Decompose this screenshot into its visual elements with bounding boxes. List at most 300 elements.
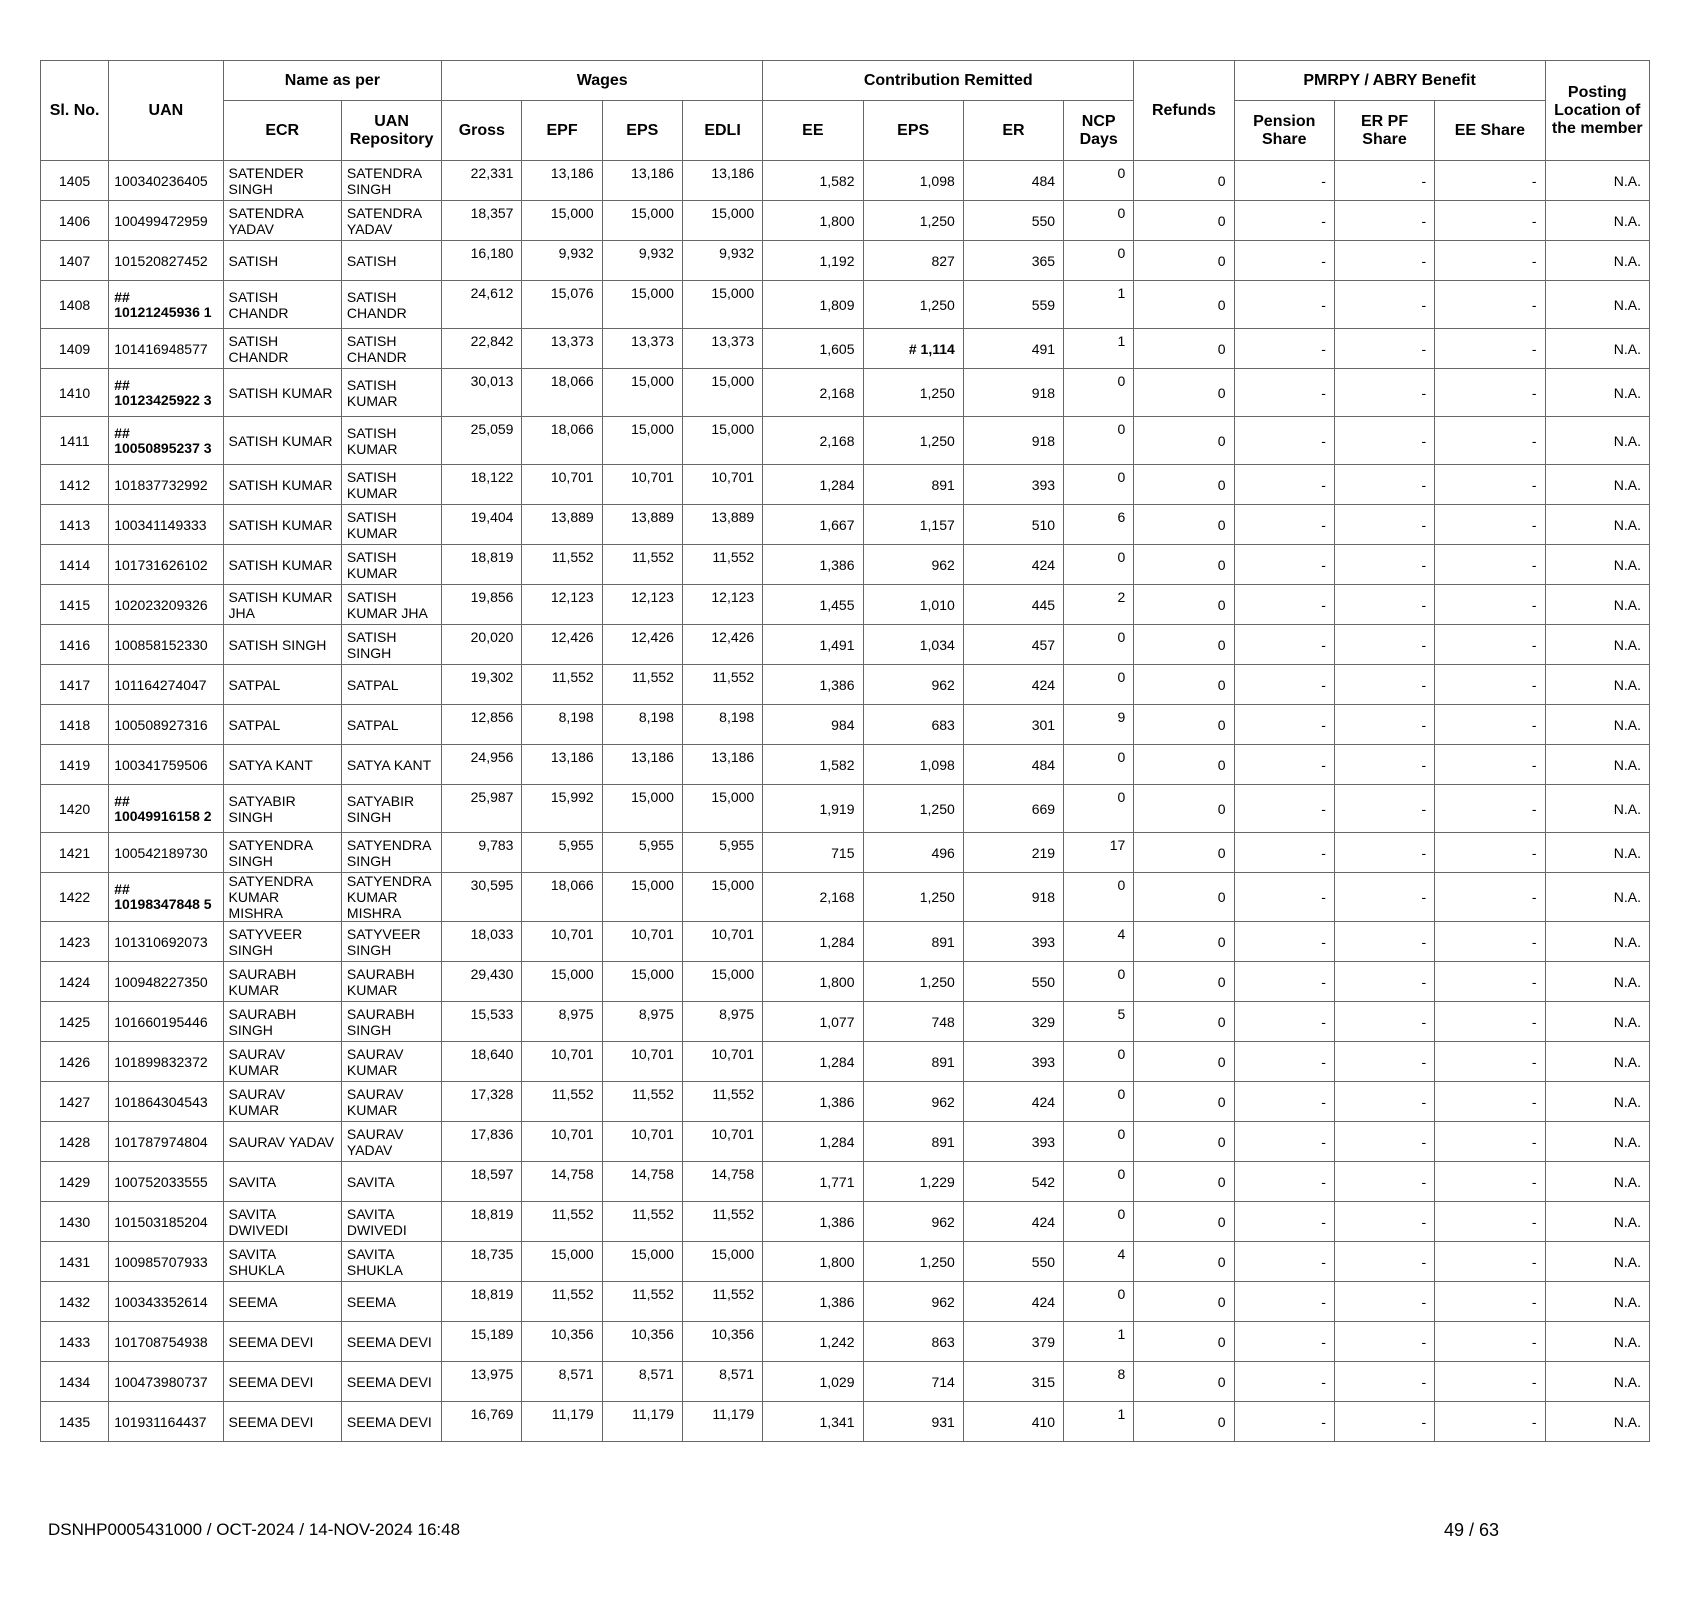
eps-contribution-cell: 891	[863, 922, 963, 962]
eps-wages-cell: 11,179	[602, 1402, 682, 1442]
ncp-days-cell: 0	[1064, 417, 1134, 465]
ee-contribution-cell: 984	[763, 705, 863, 745]
er-contribution-cell: 393	[963, 465, 1063, 505]
ee-contribution-cell: 1,800	[763, 962, 863, 1002]
edli-wages-cell: 14,758	[682, 1162, 762, 1202]
pension-share-cell: -	[1234, 1242, 1334, 1282]
gross-wages-cell: 25,059	[442, 417, 522, 465]
gross-wages-cell: 24,956	[442, 745, 522, 785]
repository-name-cell: SATENDRA SINGH	[341, 161, 441, 201]
pension-share-cell: -	[1234, 625, 1334, 665]
header-eps: EPS	[602, 101, 682, 161]
repository-name-cell: SAURAV KUMAR	[341, 1082, 441, 1122]
eps-contribution-cell: 683	[863, 705, 963, 745]
ee-share-cell: -	[1435, 873, 1545, 922]
repository-name-cell: SATISH KUMAR	[341, 505, 441, 545]
gross-wages-cell: 16,769	[442, 1402, 522, 1442]
ecr-name-cell: SEEMA	[223, 1282, 341, 1322]
pension-share-cell: -	[1234, 201, 1334, 241]
gross-wages-cell: 9,783	[442, 833, 522, 873]
er-contribution-cell: 424	[963, 545, 1063, 585]
eps-contribution-cell: 1,229	[863, 1162, 963, 1202]
eps-wages-cell: 15,000	[602, 962, 682, 1002]
uan-cell: 101416948577	[109, 329, 223, 369]
refunds-cell: 0	[1134, 922, 1234, 962]
ee-contribution-cell: 1,284	[763, 1042, 863, 1082]
ee-share-cell: -	[1435, 281, 1545, 329]
uan-cell: 101787974804	[109, 1122, 223, 1162]
gross-wages-cell: 25,987	[442, 785, 522, 833]
header-ee: EE	[763, 101, 863, 161]
er-contribution-cell: 550	[963, 1242, 1063, 1282]
table-row	[41, 417, 1650, 465]
sl-no-cell: 1419	[41, 745, 109, 785]
epf-wages-cell: 15,076	[522, 281, 602, 329]
ee-share-cell: -	[1435, 417, 1545, 465]
eps-wages-cell: 15,000	[602, 201, 682, 241]
gross-wages-cell: 15,189	[442, 1322, 522, 1362]
er-pf-share-cell: -	[1334, 873, 1434, 922]
er-pf-share-cell: -	[1334, 1282, 1434, 1322]
uan-cell: 100340236405	[109, 161, 223, 201]
ncp-days-cell: 0	[1064, 1162, 1134, 1202]
epf-wages-cell: 11,552	[522, 545, 602, 585]
pension-share-cell: -	[1234, 1402, 1334, 1442]
table-row	[41, 625, 1650, 665]
eps-contribution-cell: 891	[863, 1122, 963, 1162]
er-pf-share-cell: -	[1334, 161, 1434, 201]
eps-contribution-cell: 962	[863, 665, 963, 705]
posting-location-cell: N.A.	[1545, 1002, 1649, 1042]
ncp-days-cell: 0	[1064, 369, 1134, 417]
uan-cell: 101708754938	[109, 1322, 223, 1362]
sl-no-cell: 1415	[41, 585, 109, 625]
table-row	[41, 505, 1650, 545]
epf-wages-cell: 9,932	[522, 241, 602, 281]
refunds-cell: 0	[1134, 241, 1234, 281]
sl-no-cell: 1424	[41, 962, 109, 1002]
ncp-days-cell: 1	[1064, 1322, 1134, 1362]
ee-contribution-cell: 2,168	[763, 873, 863, 922]
er-contribution-cell: 315	[963, 1362, 1063, 1402]
repository-name-cell: SATYENDRA SINGH	[341, 833, 441, 873]
repository-name-cell: SATYENDRA KUMAR MISHRA	[341, 873, 441, 922]
eps-wages-cell: 9,932	[602, 241, 682, 281]
ee-share-cell: -	[1435, 745, 1545, 785]
er-contribution-cell: 424	[963, 1202, 1063, 1242]
edli-wages-cell: 11,179	[682, 1402, 762, 1442]
eps-contribution-cell: 1,250	[863, 1242, 963, 1282]
epf-wages-cell: 10,701	[522, 1122, 602, 1162]
gross-wages-cell: 18,640	[442, 1042, 522, 1082]
ee-share-cell: -	[1435, 962, 1545, 1002]
uan-cell: 100341759506	[109, 745, 223, 785]
posting-location-cell: N.A.	[1545, 922, 1649, 962]
posting-location-cell: N.A.	[1545, 962, 1649, 1002]
pension-share-cell: -	[1234, 665, 1334, 705]
er-pf-share-cell: -	[1334, 705, 1434, 745]
table-row	[41, 833, 1650, 873]
pension-share-cell: -	[1234, 962, 1334, 1002]
gross-wages-cell: 15,533	[442, 1002, 522, 1042]
uan-cell: ## 10198347848 5	[109, 873, 223, 922]
uan-cell: 100948227350	[109, 962, 223, 1002]
refunds-cell: 0	[1134, 665, 1234, 705]
sl-no-cell: 1417	[41, 665, 109, 705]
repository-name-cell: SATPAL	[341, 665, 441, 705]
ecr-name-cell: SATISH CHANDR	[223, 281, 341, 329]
eps-contribution-cell: 1,250	[863, 873, 963, 922]
repository-name-cell: SEEMA	[341, 1282, 441, 1322]
ee-contribution-cell: 1,800	[763, 1242, 863, 1282]
eps-wages-cell: 11,552	[602, 665, 682, 705]
epf-wages-cell: 11,552	[522, 665, 602, 705]
gross-wages-cell: 22,331	[442, 161, 522, 201]
eps-contribution-cell: 1,098	[863, 745, 963, 785]
eps-contribution-cell: 748	[863, 1002, 963, 1042]
repository-name-cell: SAVITA	[341, 1162, 441, 1202]
er-pf-share-cell: -	[1334, 833, 1434, 873]
repository-name-cell: SEEMA DEVI	[341, 1402, 441, 1442]
refunds-cell: 0	[1134, 1002, 1234, 1042]
table-row	[41, 161, 1650, 201]
er-pf-share-cell: -	[1334, 329, 1434, 369]
ncp-days-cell: 4	[1064, 1242, 1134, 1282]
gross-wages-cell: 30,595	[442, 873, 522, 922]
eps-wages-cell: 10,701	[602, 465, 682, 505]
ee-contribution-cell: 1,800	[763, 201, 863, 241]
ee-contribution-cell: 1,582	[763, 745, 863, 785]
ee-share-cell: -	[1435, 241, 1545, 281]
edli-wages-cell: 15,000	[682, 962, 762, 1002]
uan-cell: ## 10050895237 3	[109, 417, 223, 465]
uan-cell: 100858152330	[109, 625, 223, 665]
epf-wages-cell: 5,955	[522, 833, 602, 873]
refunds-cell: 0	[1134, 1402, 1234, 1442]
posting-location-cell: N.A.	[1545, 1282, 1649, 1322]
eps-wages-cell: 13,889	[602, 505, 682, 545]
ecr-name-cell: SAVITA SHUKLA	[223, 1242, 341, 1282]
ecr-table	[40, 60, 1650, 1442]
ee-contribution-cell: 1,386	[763, 1082, 863, 1122]
pension-share-cell: -	[1234, 281, 1334, 329]
ecr-name-cell: SAURAV KUMAR	[223, 1082, 341, 1122]
er-pf-share-cell: -	[1334, 625, 1434, 665]
ee-contribution-cell: 1,386	[763, 1282, 863, 1322]
edli-wages-cell: 10,701	[682, 922, 762, 962]
sl-no-cell: 1414	[41, 545, 109, 585]
ecr-name-cell: SAURAV KUMAR	[223, 1042, 341, 1082]
refunds-cell: 0	[1134, 1242, 1234, 1282]
ee-share-cell: -	[1435, 1322, 1545, 1362]
header-refunds: Refunds	[1134, 61, 1234, 161]
gross-wages-cell: 18,819	[442, 545, 522, 585]
edli-wages-cell: 11,552	[682, 545, 762, 585]
epf-wages-cell: 10,701	[522, 1042, 602, 1082]
ncp-days-cell: 0	[1064, 1082, 1134, 1122]
epf-wages-cell: 15,000	[522, 962, 602, 1002]
posting-location-cell: N.A.	[1545, 833, 1649, 873]
er-pf-share-cell: -	[1334, 545, 1434, 585]
er-pf-share-cell: -	[1334, 1162, 1434, 1202]
ee-share-cell: -	[1435, 505, 1545, 545]
uan-cell: 102023209326	[109, 585, 223, 625]
er-contribution-cell: 669	[963, 785, 1063, 833]
table-row	[41, 1082, 1650, 1122]
gross-wages-cell: 18,819	[442, 1282, 522, 1322]
refunds-cell: 0	[1134, 1082, 1234, 1122]
table-row	[41, 545, 1650, 585]
epf-wages-cell: 13,889	[522, 505, 602, 545]
pension-share-cell: -	[1234, 1322, 1334, 1362]
eps-contribution-cell: 962	[863, 1082, 963, 1122]
ee-contribution-cell: 1,341	[763, 1402, 863, 1442]
ee-contribution-cell: 1,284	[763, 465, 863, 505]
uan-cell: 100499472959	[109, 201, 223, 241]
epf-wages-cell: 13,186	[522, 161, 602, 201]
er-pf-share-cell: -	[1334, 281, 1434, 329]
uan-cell: ## 10049916158 2	[109, 785, 223, 833]
table-row	[41, 1282, 1650, 1322]
epf-wages-cell: 8,571	[522, 1362, 602, 1402]
er-contribution-cell: 424	[963, 1082, 1063, 1122]
posting-location-cell: N.A.	[1545, 745, 1649, 785]
posting-location-cell: N.A.	[1545, 1322, 1649, 1362]
er-contribution-cell: 393	[963, 922, 1063, 962]
ecr-name-cell: SATYABIR SINGH	[223, 785, 341, 833]
table-row	[41, 1122, 1650, 1162]
repository-name-cell: SATISH KUMAR JHA	[341, 585, 441, 625]
epf-wages-cell: 10,701	[522, 465, 602, 505]
edli-wages-cell: 8,198	[682, 705, 762, 745]
er-pf-share-cell: -	[1334, 745, 1434, 785]
gross-wages-cell: 19,404	[442, 505, 522, 545]
pension-share-cell: -	[1234, 705, 1334, 745]
ncp-days-cell: 0	[1064, 665, 1134, 705]
sl-no-cell: 1413	[41, 505, 109, 545]
eps-contribution-cell: 1,250	[863, 201, 963, 241]
gross-wages-cell: 17,836	[442, 1122, 522, 1162]
edli-wages-cell: 11,552	[682, 1082, 762, 1122]
gross-wages-cell: 29,430	[442, 962, 522, 1002]
repository-name-cell: SATISH CHANDR	[341, 281, 441, 329]
er-pf-share-cell: -	[1334, 505, 1434, 545]
refunds-cell: 0	[1134, 1282, 1234, 1322]
er-pf-share-cell: -	[1334, 585, 1434, 625]
refunds-cell: 0	[1134, 417, 1234, 465]
posting-location-cell: N.A.	[1545, 1362, 1649, 1402]
table-body	[41, 161, 1650, 1442]
epf-wages-cell: 18,066	[522, 369, 602, 417]
table-row	[41, 873, 1650, 922]
gross-wages-cell: 30,013	[442, 369, 522, 417]
edli-wages-cell: 13,186	[682, 161, 762, 201]
gross-wages-cell: 19,856	[442, 585, 522, 625]
uan-cell: 100985707933	[109, 1242, 223, 1282]
header-ecr: ECR	[223, 101, 341, 161]
edli-wages-cell: 15,000	[682, 1242, 762, 1282]
pension-share-cell: -	[1234, 545, 1334, 585]
edli-wages-cell: 15,000	[682, 785, 762, 833]
posting-location-cell: N.A.	[1545, 1042, 1649, 1082]
repository-name-cell: SATISH KUMAR	[341, 465, 441, 505]
er-pf-share-cell: -	[1334, 417, 1434, 465]
ecr-name-cell: SATYVEER SINGH	[223, 922, 341, 962]
ee-share-cell: -	[1435, 1122, 1545, 1162]
edli-wages-cell: 15,000	[682, 417, 762, 465]
ncp-days-cell: 0	[1064, 745, 1134, 785]
ee-contribution-cell: 1,029	[763, 1362, 863, 1402]
refunds-cell: 0	[1134, 1362, 1234, 1402]
sl-no-cell: 1420	[41, 785, 109, 833]
pension-share-cell: -	[1234, 873, 1334, 922]
posting-location-cell: N.A.	[1545, 705, 1649, 745]
ncp-days-cell: 17	[1064, 833, 1134, 873]
ecr-name-cell: SAURABH SINGH	[223, 1002, 341, 1042]
ncp-days-cell: 0	[1064, 465, 1134, 505]
er-pf-share-cell: -	[1334, 922, 1434, 962]
eps-wages-cell: 10,701	[602, 1122, 682, 1162]
epf-wages-cell: 12,426	[522, 625, 602, 665]
posting-location-cell: N.A.	[1545, 1402, 1649, 1442]
header-ncp-days: NCP Days	[1064, 101, 1134, 161]
ecr-name-cell: SATISH SINGH	[223, 625, 341, 665]
sl-no-cell: 1410	[41, 369, 109, 417]
posting-location-cell: N.A.	[1545, 417, 1649, 465]
header-epf: EPF	[522, 101, 602, 161]
sl-no-cell: 1434	[41, 1362, 109, 1402]
pension-share-cell: -	[1234, 369, 1334, 417]
pension-share-cell: -	[1234, 241, 1334, 281]
ecr-name-cell: SATISH KUMAR	[223, 417, 341, 465]
uan-cell: 101731626102	[109, 545, 223, 585]
er-contribution-cell: 393	[963, 1122, 1063, 1162]
ecr-name-cell: SATENDRA YADAV	[223, 201, 341, 241]
ncp-days-cell: 0	[1064, 785, 1134, 833]
er-pf-share-cell: -	[1334, 962, 1434, 1002]
pension-share-cell: -	[1234, 745, 1334, 785]
er-pf-share-cell: -	[1334, 1242, 1434, 1282]
repository-name-cell: SATPAL	[341, 705, 441, 745]
edli-wages-cell: 8,975	[682, 1002, 762, 1042]
gross-wages-cell: 19,302	[442, 665, 522, 705]
sl-no-cell: 1409	[41, 329, 109, 369]
pension-share-cell: -	[1234, 1122, 1334, 1162]
sl-no-cell: 1431	[41, 1242, 109, 1282]
er-pf-share-cell: -	[1334, 465, 1434, 505]
er-contribution-cell: 457	[963, 625, 1063, 665]
ncp-days-cell: 0	[1064, 1202, 1134, 1242]
repository-name-cell: SATYVEER SINGH	[341, 922, 441, 962]
uan-cell: 101660195446	[109, 1002, 223, 1042]
eps-contribution-cell: 1,098	[863, 161, 963, 201]
eps-contribution-cell: 496	[863, 833, 963, 873]
sl-no-cell: 1408	[41, 281, 109, 329]
eps-wages-cell: 15,000	[602, 873, 682, 922]
gross-wages-cell: 18,122	[442, 465, 522, 505]
ee-share-cell: -	[1435, 1042, 1545, 1082]
eps-wages-cell: 13,186	[602, 161, 682, 201]
edli-wages-cell: 11,552	[682, 1282, 762, 1322]
ee-share-cell: -	[1435, 329, 1545, 369]
document-reference: DSNHP0005431000 / OCT-2024 / 14-NOV-2024 16:48	[48, 1520, 461, 1539]
er-pf-share-cell: -	[1334, 1042, 1434, 1082]
ee-share-cell: -	[1435, 369, 1545, 417]
repository-name-cell: SAURABH SINGH	[341, 1002, 441, 1042]
er-pf-share-cell: -	[1334, 369, 1434, 417]
eps-contribution-cell: 1,010	[863, 585, 963, 625]
er-contribution-cell: 329	[963, 1002, 1063, 1042]
eps-contribution-cell: 1,250	[863, 785, 963, 833]
eps-wages-cell: 10,701	[602, 922, 682, 962]
eps-contribution-cell: 1,034	[863, 625, 963, 665]
edli-wages-cell: 15,000	[682, 201, 762, 241]
edli-wages-cell: 13,889	[682, 505, 762, 545]
er-contribution-cell: 559	[963, 281, 1063, 329]
ee-share-cell: -	[1435, 161, 1545, 201]
table-row	[41, 705, 1650, 745]
pension-share-cell: -	[1234, 1082, 1334, 1122]
eps-wages-cell: 15,000	[602, 369, 682, 417]
er-contribution-cell: 484	[963, 161, 1063, 201]
ee-share-cell: -	[1435, 201, 1545, 241]
posting-location-cell: N.A.	[1545, 241, 1649, 281]
ncp-days-cell: 0	[1064, 962, 1134, 1002]
eps-wages-cell: 11,552	[602, 1082, 682, 1122]
ee-share-cell: -	[1435, 833, 1545, 873]
posting-location-cell: N.A.	[1545, 1082, 1649, 1122]
gross-wages-cell: 20,020	[442, 625, 522, 665]
uan-cell: 101310692073	[109, 922, 223, 962]
table-row	[41, 1322, 1650, 1362]
epf-wages-cell: 11,179	[522, 1402, 602, 1442]
ncp-days-cell: 0	[1064, 1282, 1134, 1322]
edli-wages-cell: 13,186	[682, 745, 762, 785]
er-contribution-cell: 379	[963, 1322, 1063, 1362]
er-contribution-cell: 918	[963, 417, 1063, 465]
er-contribution-cell: 542	[963, 1162, 1063, 1202]
ee-share-cell: -	[1435, 705, 1545, 745]
ncp-days-cell: 8	[1064, 1362, 1134, 1402]
pension-share-cell: -	[1234, 833, 1334, 873]
ee-contribution-cell: 1,077	[763, 1002, 863, 1042]
page-number: 49 / 63	[1444, 1520, 1500, 1540]
eps-wages-cell: 12,426	[602, 625, 682, 665]
uan-cell: ## 10123425922 3	[109, 369, 223, 417]
refunds-cell: 0	[1134, 161, 1234, 201]
refunds-cell: 0	[1134, 1162, 1234, 1202]
ee-contribution-cell: 1,386	[763, 665, 863, 705]
sl-no-cell: 1422	[41, 873, 109, 922]
epf-wages-cell: 11,552	[522, 1202, 602, 1242]
table-row	[41, 585, 1650, 625]
refunds-cell: 0	[1134, 1122, 1234, 1162]
ncp-days-cell: 6	[1064, 505, 1134, 545]
eps-wages-cell: 8,975	[602, 1002, 682, 1042]
eps-contribution-cell: 714	[863, 1362, 963, 1402]
sl-no-cell: 1405	[41, 161, 109, 201]
epf-wages-cell: 8,198	[522, 705, 602, 745]
ee-contribution-cell: 1,605	[763, 329, 863, 369]
refunds-cell: 0	[1134, 1202, 1234, 1242]
ee-contribution-cell: 1,667	[763, 505, 863, 545]
er-pf-share-cell: -	[1334, 1402, 1434, 1442]
ee-contribution-cell: 1,386	[763, 1202, 863, 1242]
ncp-days-cell: 0	[1064, 1042, 1134, 1082]
ee-contribution-cell: 2,168	[763, 369, 863, 417]
er-pf-share-cell: -	[1334, 785, 1434, 833]
header-uan-repository: UAN Repository	[341, 101, 441, 161]
